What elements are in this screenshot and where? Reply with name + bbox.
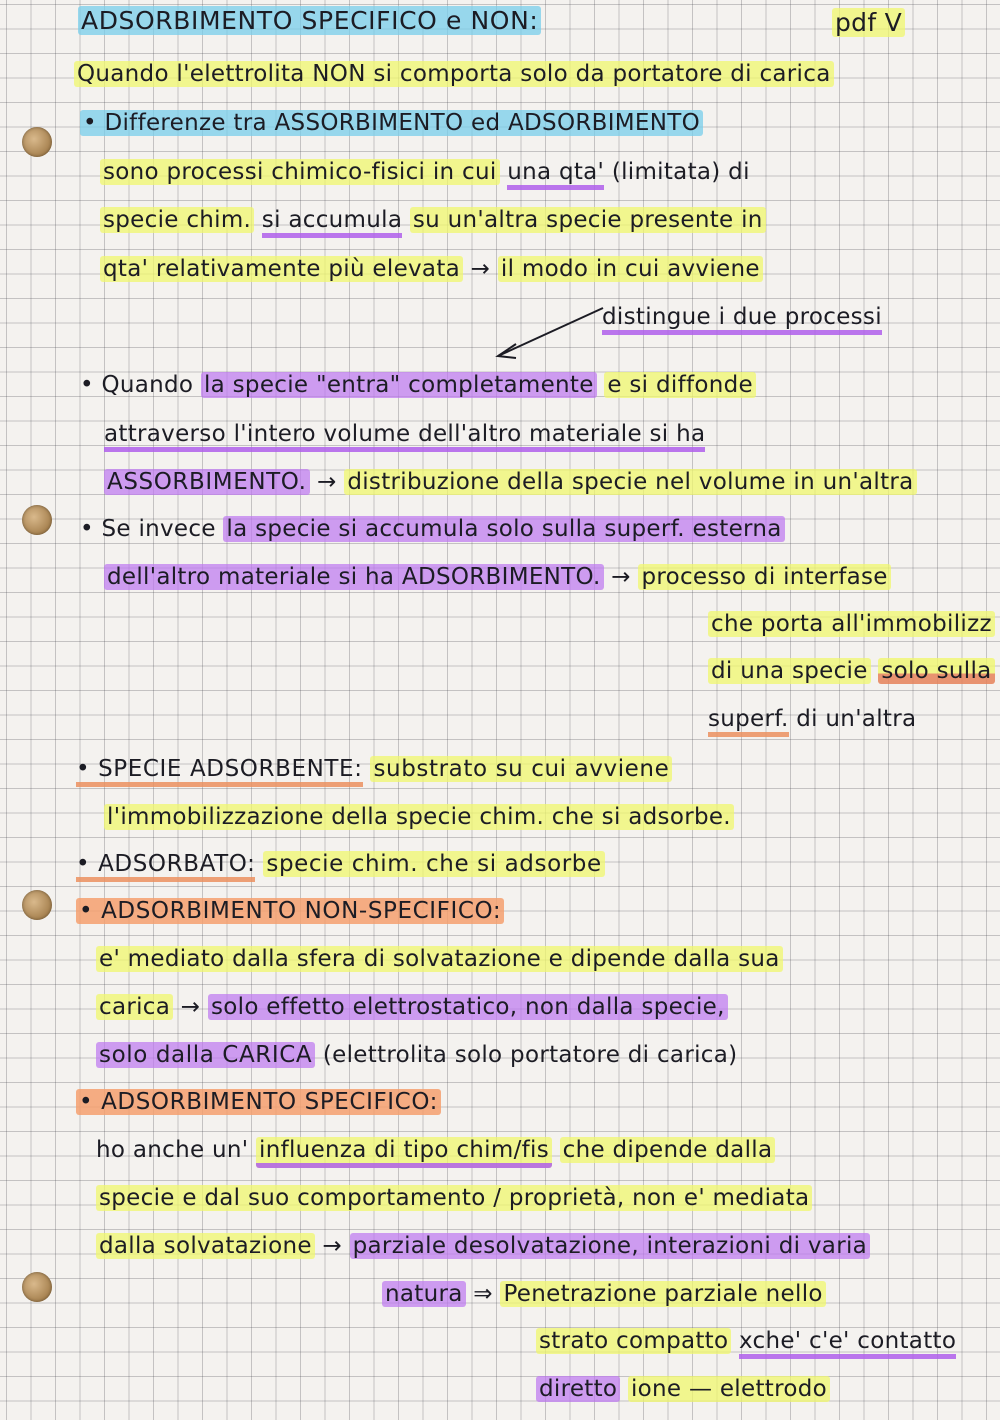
page-reference: pdf V — [832, 6, 905, 40]
definition-line-2: specie chim. si accumula su un'altra specie presente in — [100, 203, 766, 237]
diagonal-arrow-icon — [488, 304, 608, 364]
adsorption-line-5: superf. di un'altra — [708, 702, 916, 736]
adsorption-line-1: • Se invece la specie si accumula solo sulla superf. esterna — [80, 512, 785, 546]
absorption-line-2: attraverso l'intero volume dell'altro materiale si ha — [104, 417, 705, 451]
adsorption-line-2: dell'altro materiale si ha ADSORBIMENTO. → processo di interfase — [104, 560, 891, 594]
term-adsorbent-species: • SPECIE ADSORBENTE: substrato su cui avviene — [76, 752, 672, 786]
bullet-differences: • Differenze tra ASSORBIMENTO ed ADSORBIMENTO — [80, 106, 703, 140]
binder-hole-3 — [22, 890, 52, 920]
specific-line-2: specie e dal suo comportamento / proprietà, non e' mediata — [96, 1181, 812, 1215]
binder-hole-2 — [22, 505, 52, 535]
specific-line-6: diretto ione — elettrodo — [536, 1372, 830, 1406]
definition-line-3: qta' relativamente più elevata → il modo in cui avviene — [100, 252, 763, 286]
term-adsorbate: • ADSORBATO: specie chim. che si adsorbe — [76, 847, 605, 881]
specific-line-3: dalla solvatazione → parziale desolvatazione, interazioni di varia — [96, 1229, 870, 1263]
absorption-line-3: ASSORBIMENTO. → distribuzione della specie nel volume in un'altra — [104, 465, 917, 499]
definition-line-4: distingue i due processi — [602, 300, 882, 334]
specific-line-4: natura ⇒ Penetrazione parziale nello — [382, 1277, 826, 1311]
non-specific-line-2: carica → solo effetto elettrostatico, non dalla specie, — [96, 990, 728, 1024]
adsorption-line-4: di una specie solo sulla — [708, 654, 995, 688]
binder-hole-4 — [22, 1272, 52, 1302]
heading-non-specific-adsorption: • ADSORBIMENTO NON-SPECIFICO: — [76, 894, 504, 928]
term-adsorbent-definition: l'immobilizzazione della specie chim. che si adsorbe. — [104, 800, 734, 834]
non-specific-line-3: solo dalla CARICA (elettrolita solo portatore di carica) — [96, 1038, 737, 1072]
definition-line-1: sono processi chimico-fisici in cui una qta' (limitata) di — [100, 155, 750, 189]
binder-hole-1 — [22, 127, 52, 157]
non-specific-line-1: e' mediato dalla sfera di solvatazione e dipende dalla sua — [96, 942, 783, 976]
specific-line-1: ho anche un' influenza di tipo chim/fis che dipende dalla — [96, 1133, 775, 1167]
specific-line-5: strato compatto xche' c'e' contatto — [536, 1324, 956, 1358]
adsorption-line-3: che porta all'immobilizz — [708, 607, 995, 641]
intro-line: Quando l'elettrolita NON si comporta solo da portatore di carica — [74, 57, 834, 91]
absorption-line-1: • Quando la specie "entra" completamente e si diffonde — [80, 368, 756, 402]
heading-specific-adsorption: • ADSORBIMENTO SPECIFICO: — [76, 1085, 441, 1119]
page-title: ADSORBIMENTO SPECIFICO e NON: — [78, 4, 541, 38]
